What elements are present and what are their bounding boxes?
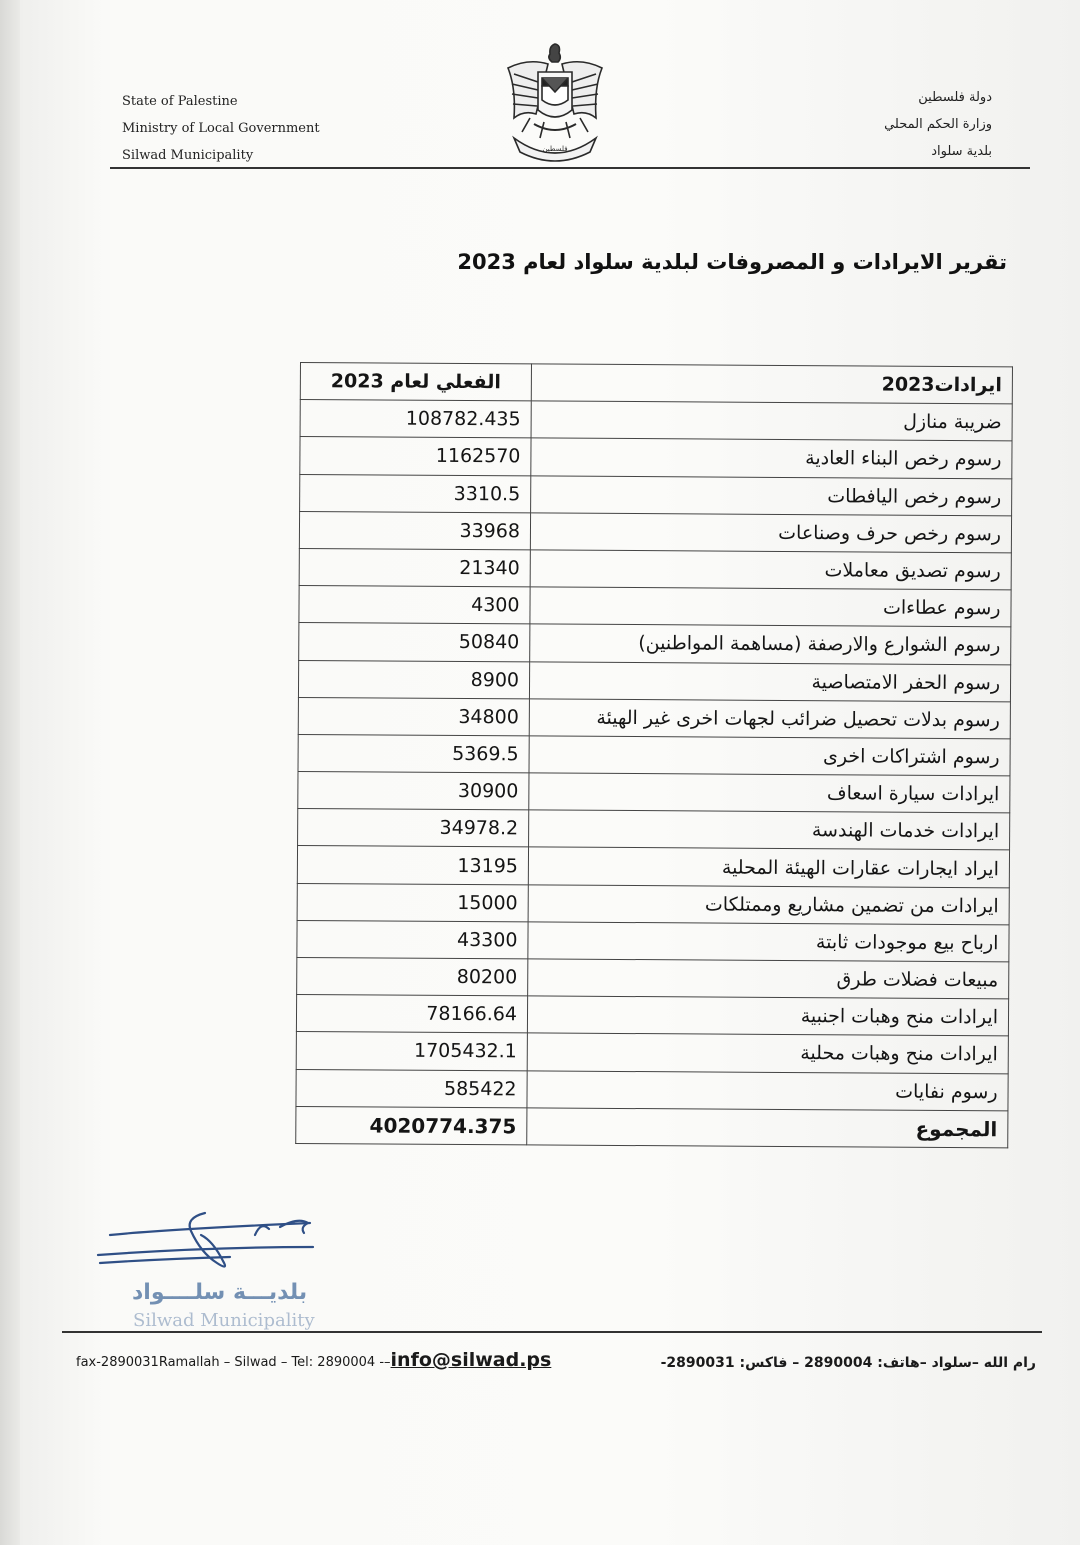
header-ar-ministry: وزارة الحكم المحلي bbox=[884, 117, 992, 132]
header-ar-municipality: بلدية سلواد bbox=[931, 144, 992, 159]
table-row bbox=[299, 623, 1011, 665]
row-label: مبيعات فضلات طرق bbox=[528, 959, 1009, 999]
table-row bbox=[296, 1069, 1008, 1111]
footer-fax-tel: fax-2890031Ramallah – Silwad – Tel: 2890004 -– bbox=[76, 1355, 391, 1370]
row-label: رسوم اشتراكات اخرى bbox=[529, 736, 1010, 776]
eagle-emblem-icon bbox=[500, 38, 610, 163]
row-value: 5369.5 bbox=[298, 734, 529, 773]
row-value: 80200 bbox=[297, 957, 528, 996]
revenue-table bbox=[295, 362, 1013, 1148]
row-value: 34978.2 bbox=[298, 809, 529, 848]
row-label: رسوم نفايات bbox=[527, 1070, 1008, 1110]
page-edge-shadow bbox=[0, 0, 22, 1545]
row-label: رسوم رخص اليافطات bbox=[531, 475, 1012, 515]
row-value: 3310.5 bbox=[300, 474, 531, 513]
table-row bbox=[300, 437, 1012, 479]
row-value: 13195 bbox=[297, 846, 528, 885]
table-row bbox=[297, 883, 1009, 925]
row-label: ايرادات سيارة اسعاف bbox=[529, 773, 1010, 813]
table-row bbox=[299, 548, 1011, 590]
table-header-row bbox=[300, 363, 1012, 405]
table-row bbox=[300, 474, 1012, 516]
table-row bbox=[300, 400, 1012, 442]
row-label: ايرادات منح وهبات اجنبية bbox=[527, 996, 1008, 1036]
stamp-arabic: بلديـــة سلــــواد bbox=[132, 1280, 308, 1305]
row-label: ضريبة منازل bbox=[531, 401, 1012, 441]
row-label: رسوم عطاءات bbox=[530, 587, 1011, 627]
stamp-english: Silwad Municipality bbox=[133, 1310, 315, 1331]
row-label: رسوم رخص حرف وصناعات bbox=[530, 513, 1011, 553]
report-title: تقرير الايرادات و المصروفات لبلدية سلواد لعام 2023 bbox=[457, 250, 1007, 274]
table-row bbox=[296, 1032, 1008, 1074]
header-en-municipality: Silwad Municipality bbox=[122, 148, 254, 163]
table-row bbox=[299, 511, 1011, 553]
table-row bbox=[296, 995, 1008, 1037]
table-row bbox=[298, 660, 1010, 702]
table-row bbox=[297, 920, 1009, 962]
row-label: ايرادات خدمات الهندسة bbox=[529, 810, 1010, 850]
row-label: رسوم الحفر الامتصاصية bbox=[529, 661, 1010, 701]
row-label: ايراد ايجارات عقارات الهيئة المحلية bbox=[528, 847, 1009, 887]
header-divider bbox=[110, 167, 1030, 169]
table-row bbox=[298, 697, 1010, 739]
row-label: رسوم رخص البناء العادية bbox=[531, 438, 1012, 478]
row-value: 43300 bbox=[297, 920, 528, 959]
header-arabic bbox=[884, 84, 992, 165]
row-value: 50840 bbox=[299, 623, 530, 662]
row-value: 108782.435 bbox=[300, 400, 531, 439]
row-value: 585422 bbox=[296, 1069, 527, 1108]
header-en-ministry: Ministry of Local Government bbox=[122, 121, 320, 136]
row-label: ارباح بيع موجودات ثابتة bbox=[528, 922, 1009, 962]
table-total-row bbox=[296, 1106, 1008, 1148]
row-value: 4300 bbox=[299, 586, 530, 625]
header-en-state: State of Palestine bbox=[122, 94, 238, 109]
row-label: رسوم تصديق معاملات bbox=[530, 550, 1011, 590]
row-value: 30900 bbox=[298, 772, 529, 811]
total-value: 4020774.375 bbox=[296, 1106, 527, 1145]
row-value: 78166.64 bbox=[296, 995, 527, 1034]
table-row bbox=[297, 846, 1009, 888]
footer-email-link[interactable]: info@silwad.ps bbox=[390, 1349, 552, 1371]
row-value: 1162570 bbox=[300, 437, 531, 476]
row-value: 34800 bbox=[298, 697, 529, 736]
row-value: 21340 bbox=[299, 548, 530, 587]
row-label: رسوم الشوارع والارصفة (مساهمة المواطنين) bbox=[530, 624, 1011, 664]
table-row bbox=[298, 809, 1010, 851]
total-label: المجموع bbox=[527, 1108, 1008, 1148]
row-label: ايرادات من تضمين مشاريع وممتلكات bbox=[528, 885, 1009, 925]
header-english bbox=[122, 88, 320, 169]
table-row bbox=[298, 734, 1010, 776]
col-header-actual: الفعلي لعام 2023 bbox=[300, 363, 531, 402]
col-header-revenues: ايرادات2023 bbox=[531, 364, 1012, 404]
table-row bbox=[297, 957, 1009, 999]
footer-contact-arabic: رام الله –سلواد –هاتف: 2890004 – فاكس: 2890031- bbox=[660, 1355, 1036, 1371]
row-value: 1705432.1 bbox=[296, 1032, 527, 1071]
table-row bbox=[299, 586, 1011, 628]
row-label: ايرادات منح وهبات محلية bbox=[527, 1033, 1008, 1073]
header-ar-state: دولة فلسطين bbox=[918, 90, 992, 105]
footer-divider bbox=[62, 1331, 1042, 1333]
row-value: 33968 bbox=[299, 511, 530, 550]
footer-contact-english bbox=[76, 1349, 551, 1371]
emblem-caption: فلسطين bbox=[542, 145, 568, 153]
table-row bbox=[298, 772, 1010, 814]
row-value: 15000 bbox=[297, 883, 528, 922]
row-value: 8900 bbox=[298, 660, 529, 699]
row-label: رسوم بدلات تحصيل ضرائب لجهات اخرى غير الهيئة bbox=[529, 699, 1010, 739]
